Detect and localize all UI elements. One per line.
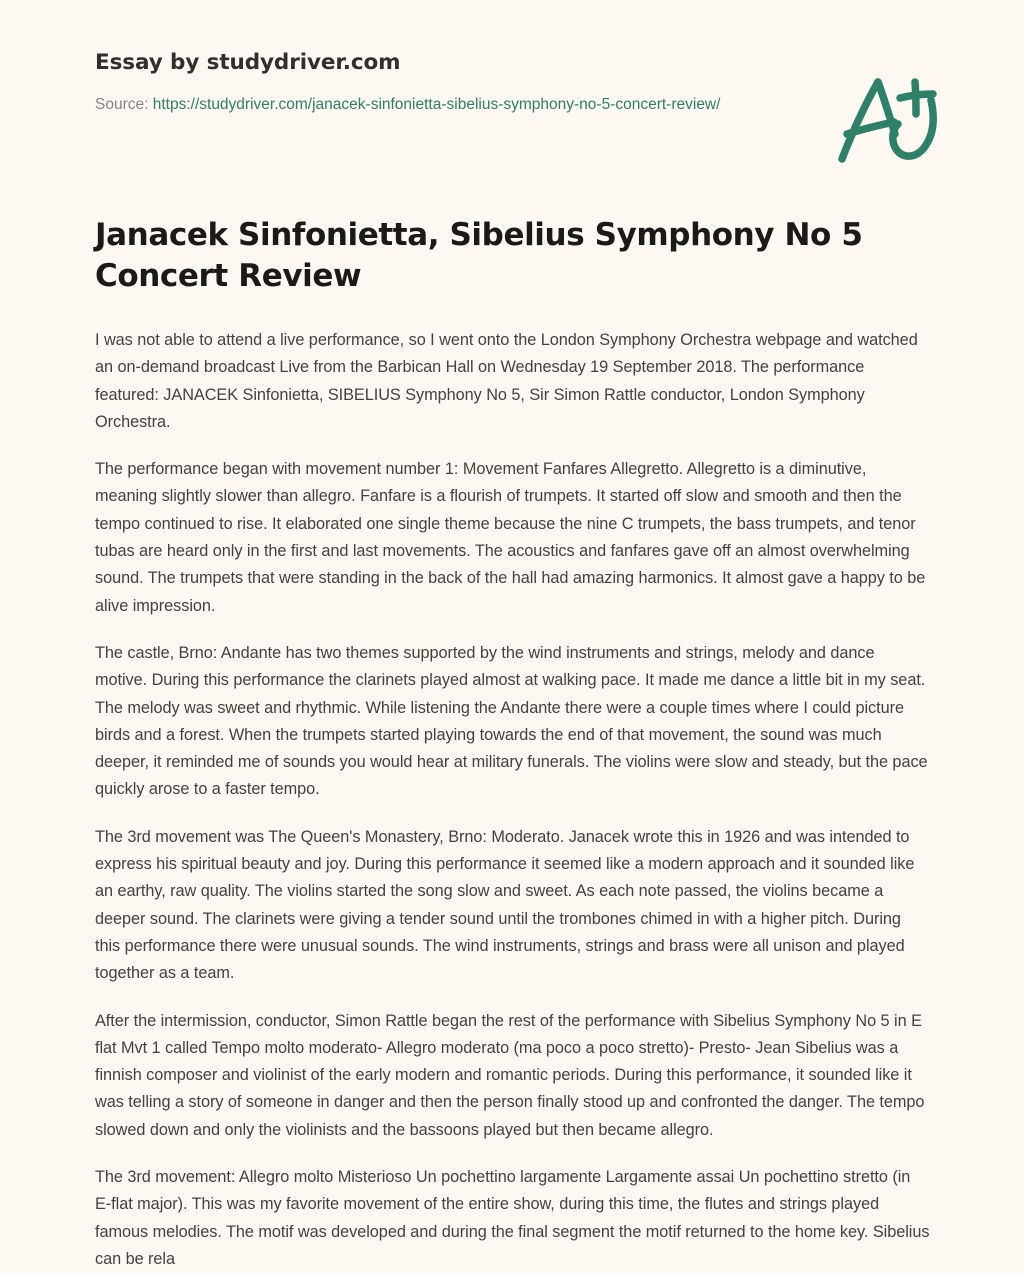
page-title: Janacek Sinfonietta, Sibelius Symphony No 5 Concert Review [95,217,863,294]
brand-heading: Essay by studydriver.com [95,50,401,75]
source-label: Source: [95,95,149,113]
a-plus-logo-icon [830,62,950,177]
article [0,215,1024,1273]
paragraph: The 3rd movement: Allegro molto Misterioso Un pochettino largamente Largamente assai Un pochettino stretto (in E-flat major). This was my favorite movement of the entire show, during this time, the flutes and strings played famous melodies. The motif was developed and during the final segment the motif returned to the home key. Sibelius can be rela [95,1168,930,1268]
paragraph: I was not able to attend a live performance, so I went onto the London Symphony Orchestra webpage and watched an on-demand broadcast Live from the Barbican Hall on Wednesday 19 September 2018. The performance featured: JANACEK Sinfonietta, SIBELIUS Symphony No 5, Sir Simon Rattle conductor, London Symphony Orchestra. [95,331,918,431]
source-url-link[interactable]: https://studydriver.com/janacek-sinfonietta-sibelius-symphony-no-5-concert-review/ [152,95,721,113]
a-plus-grade-logo [830,62,950,177]
paragraph: After the intermission, conductor, Simon Rattle began the rest of the performance with Sibelius Symphony No 5 in E flat Mvt 1 called Tempo molto moderato- Allegro moderato (ma poco a poco stretto)- Presto- Jean Sibelius was a finnish composer and violinist of the early modern and romantic periods. During this performance, it sounded like it was telling a story of someone in danger and then the person finally stood up and confronted the danger. The tempo slowed down and only the violinists and the bassoons played but then became allegro. [95,1011,925,1139]
paragraph: The performance began with movement number 1: Movement Fanfares Allegretto. Allegretto is a diminutive, meaning slightly slower than allegro. Fanfare is a flourish of trumpets. It started off slow and smooth and then the tempo continued to rise. It elaborated one single theme because the nine C trumpets, the bass trumpets, and tenor tubas are heard only in the first and last movements. The acoustics and fanfares gave off an almost overwhelming sound. The trumpets that were standing in the back of the hall had amazing harmonics. It almost gave a happy to be alive impression. [95,460,926,615]
article-body [95,327,930,1273]
paragraph: The 3rd movement was The Queen's Monastery, Brno: Moderato. Janacek wrote this in 1926 and was intended to express his spiritual beauty and joy. During this performance it seemed like a modern approach and it sounded like an earthy, raw quality. The violins started the song slow and sweet. As each note passed, the violins became a deeper sound. The clarinets were giving a tender sound until the trombones chimed in with a higher pitch. During this performance there were unusual sounds. The wind instruments, strings and brass were all unison and played together as a team. [95,827,915,983]
source-line [95,92,755,117]
paragraph: The castle, Brno: Andante has two themes supported by the wind instruments and strings, melody and dance motive. During this performance the clarinets played almost at walking pace. It made me dance a little bit in my seat. The melody was sweet and rhythmic. While listening the Andante there were a couple times where I could picture birds and a forest. When the trumpets started playing towards the end of that movement, the sound was much deeper, it reminded me of sounds you would hear at military funerals. The violins were slow and steady, but the pace quickly arose to a faster tempo. [95,643,928,799]
document-header [0,0,1024,215]
